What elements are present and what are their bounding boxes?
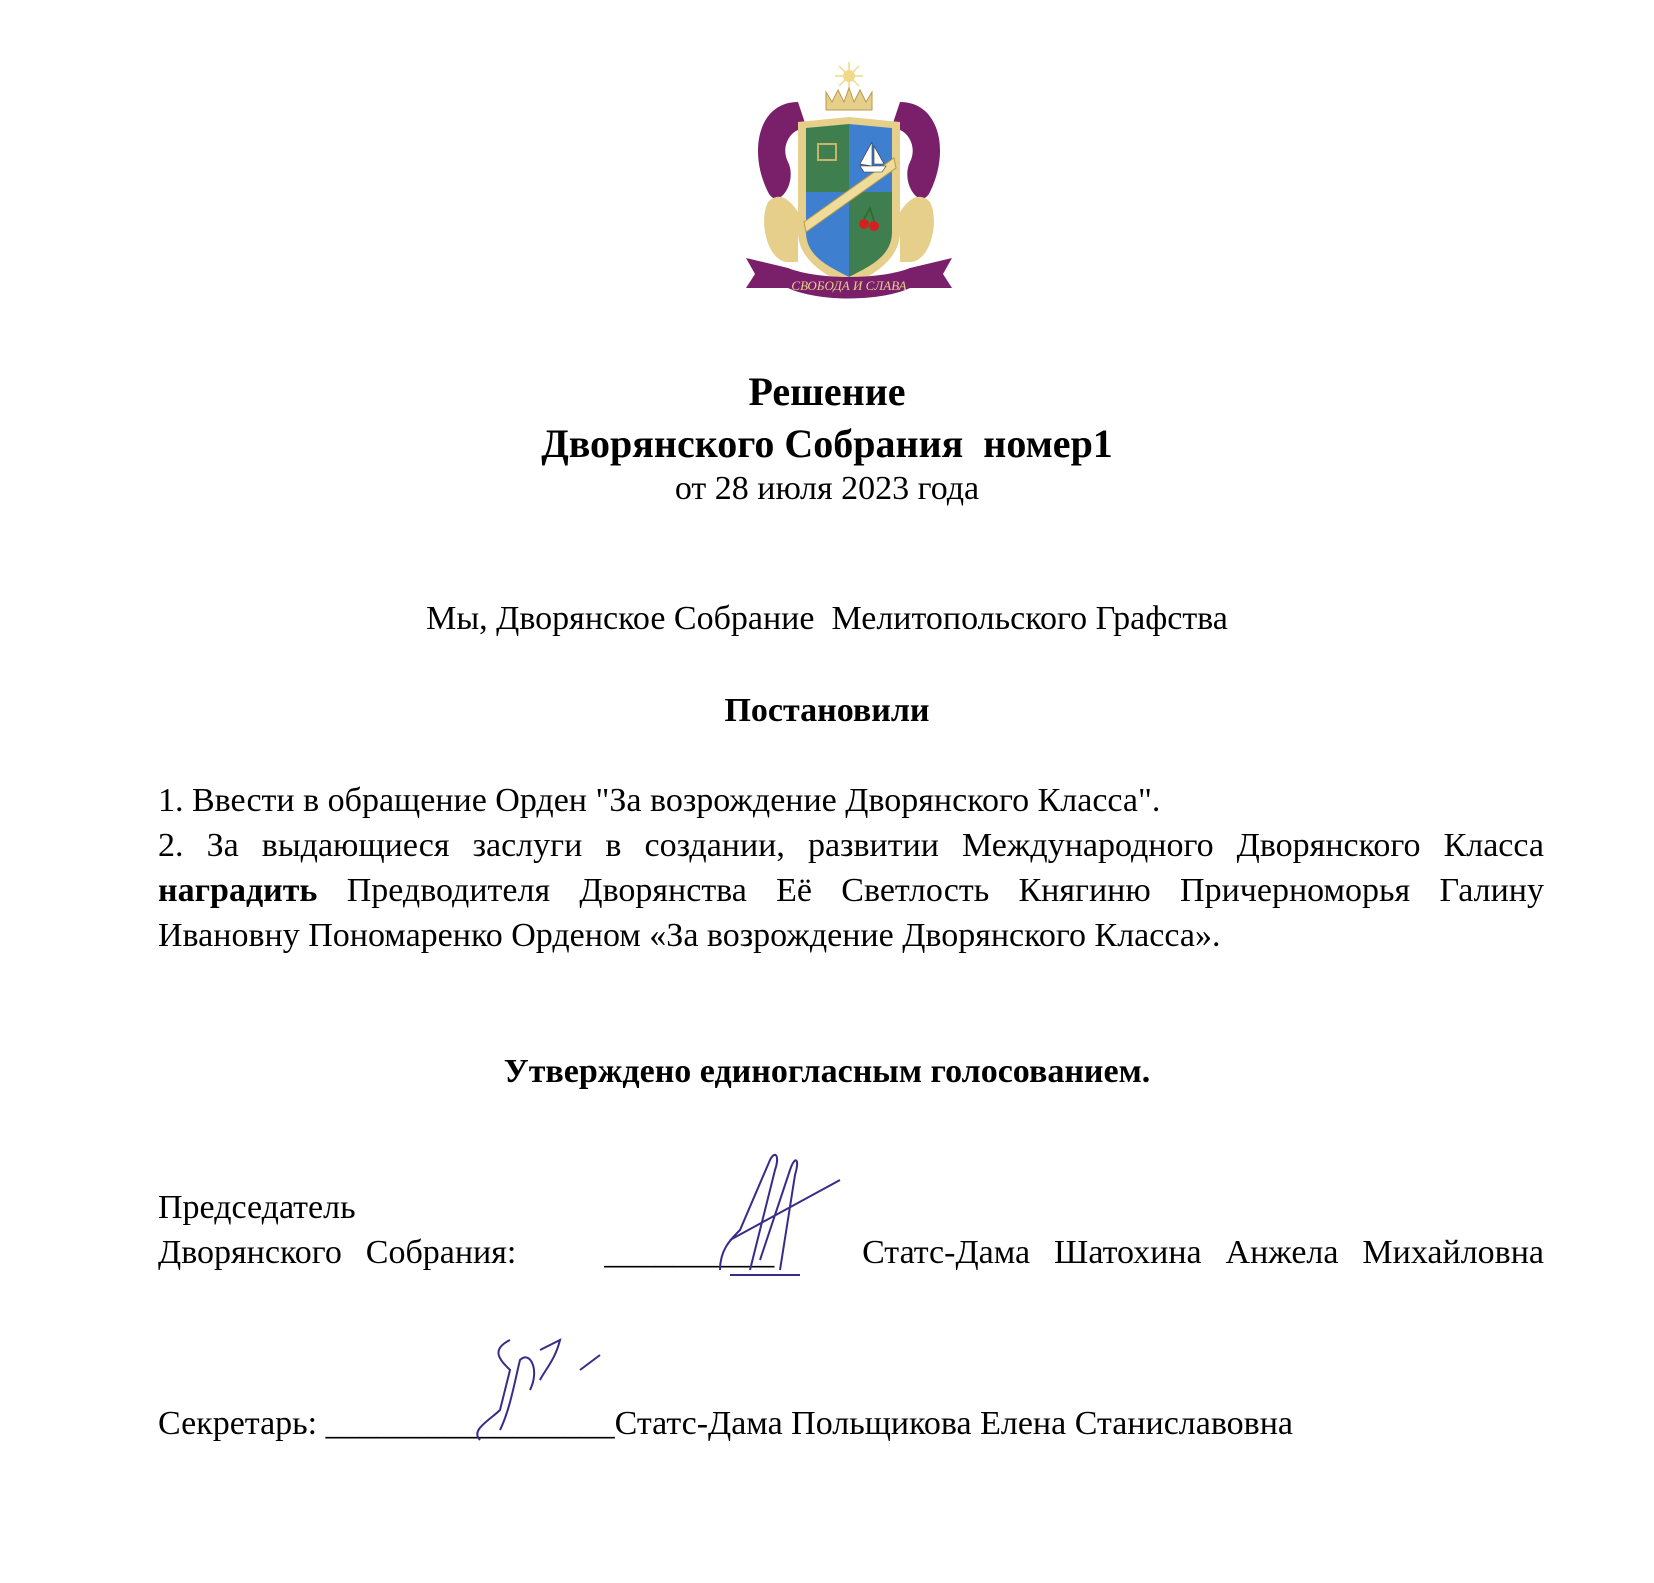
lion-right [900, 197, 934, 262]
shield-icon [798, 117, 900, 287]
approval-statement: Утверждено единогласным голосованием. [503, 1053, 1151, 1090]
document-title: Решение [748, 369, 906, 414]
chair-name: Статс-Дама Шатохина Анжела Михайловна [862, 1234, 1544, 1271]
resolved-heading: Постановили [724, 692, 930, 729]
chair-signature [690, 1150, 850, 1280]
chair-signature-blank: __________ [604, 1234, 775, 1271]
secretary-signature [440, 1330, 640, 1450]
chair-signature-block [158, 1185, 1544, 1275]
intro-line: Мы, Дворянское Собрание Мелитопольского Графства [426, 600, 1228, 637]
secretary-name: Статс-Дама Польщикова Елена Станиславовна [614, 1405, 1294, 1442]
resolution-item-2 [158, 823, 1544, 958]
item-2-text-end: Предводителя Дворянства Её Светлость Княгиню Причерноморья Галину Ивановну Пономаренко Орденом «За возрождение Дворянского Класса». [158, 872, 1544, 954]
lion-left [764, 197, 798, 262]
motto-text: СВОБОДА И СЛАВА [791, 278, 907, 293]
coat-of-arms-emblem [738, 62, 960, 312]
sun-icon [835, 62, 863, 90]
chair-label-line1: Председатель [158, 1189, 356, 1226]
document-subtitle: Дворянского Собрания номер1 [541, 421, 1113, 466]
crown-icon [826, 88, 872, 110]
resolution-items [158, 778, 1544, 958]
document-date: от 28 июля 2023 года [674, 470, 980, 507]
secretary-label: Секретарь: [158, 1405, 318, 1442]
award-verb: наградить [158, 872, 318, 909]
resolution-item-1: 1. Ввести в обращение Орден "За возрождение Дворянского Класса". [158, 782, 1161, 819]
chair-line [158, 1230, 1544, 1275]
secretary-signature-line [158, 1405, 1293, 1443]
secretary-signature-blank: _________________ [325, 1405, 615, 1442]
item-2-text-start: 2. За выдающиеся заслуги в создании, развитии Международного Дворянского Класса [158, 827, 1544, 864]
chair-label-line2: Дворянского Собрания: [158, 1234, 517, 1271]
